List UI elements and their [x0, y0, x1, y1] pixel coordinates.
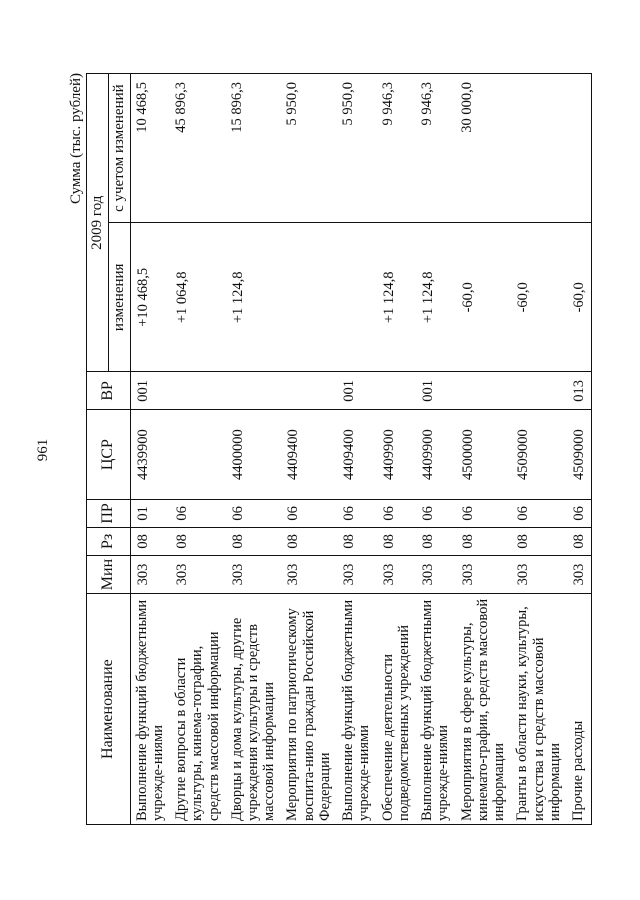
- header-rz: Рз: [87, 527, 131, 555]
- cell-csr: 4509000: [567, 410, 592, 500]
- cell-pr: 06: [170, 499, 226, 527]
- budget-table: [86, 73, 592, 825]
- cell-total: 30 000,0: [456, 74, 512, 223]
- cell-min: 303: [456, 555, 512, 593]
- cell-total: [567, 74, 592, 223]
- cell-name: Выполнение функций бюджетными учрежде-ниями: [337, 594, 376, 825]
- table-row: [456, 74, 512, 825]
- cell-vr: [170, 372, 226, 410]
- cell-name: Мероприятия по патриотическому воспита-нию граждан Российской Федерации: [281, 594, 337, 825]
- cell-changes: +1 124,8: [226, 223, 282, 372]
- cell-rz: 08: [130, 527, 170, 555]
- cell-total: [511, 74, 567, 223]
- header-min: Мин: [87, 555, 131, 593]
- header-name: Наименование: [87, 594, 131, 825]
- cell-changes: +1 124,8: [416, 223, 455, 372]
- cell-changes: [281, 223, 337, 372]
- cell-changes: -60,0: [456, 223, 512, 372]
- cell-csr: 4409400: [337, 410, 376, 500]
- cell-name: Прочие расходы: [567, 594, 592, 825]
- cell-min: 303: [567, 555, 592, 593]
- cell-total: 45 896,3: [170, 74, 226, 223]
- cell-csr: 4409900: [416, 410, 455, 500]
- cell-pr: 06: [567, 499, 592, 527]
- cell-changes: -60,0: [511, 223, 567, 372]
- cell-rz: 08: [456, 527, 512, 555]
- cell-rz: 08: [337, 527, 376, 555]
- cell-rz: 08: [416, 527, 455, 555]
- cell-vr: [511, 372, 567, 410]
- table-row: [416, 74, 455, 825]
- table-row: [337, 74, 376, 825]
- cell-total: 9 946,3: [416, 74, 455, 223]
- cell-name: Обеспечение деятельности подведомственных учреждений: [377, 594, 416, 825]
- cell-changes: +10 468,5: [130, 223, 170, 372]
- cell-changes: +1 064,8: [170, 223, 226, 372]
- cell-vr: [226, 372, 282, 410]
- cell-pr: 06: [226, 499, 282, 527]
- cell-name: Выполнение функций бюджетными учрежде-ниями: [130, 594, 170, 825]
- table-row: [170, 74, 226, 825]
- cell-vr: 001: [337, 372, 376, 410]
- cell-rz: 08: [281, 527, 337, 555]
- header-with-changes: с учетом изменений: [108, 74, 130, 223]
- cell-rz: 08: [377, 527, 416, 555]
- table-row: [567, 74, 592, 825]
- cell-pr: 06: [337, 499, 376, 527]
- cell-min: 303: [511, 555, 567, 593]
- cell-csr: 4439900: [130, 410, 170, 500]
- cell-pr: 06: [281, 499, 337, 527]
- cell-min: 303: [130, 555, 170, 593]
- cell-vr: [377, 372, 416, 410]
- cell-csr: 4509000: [511, 410, 567, 500]
- cell-pr: 06: [377, 499, 416, 527]
- cell-min: 303: [337, 555, 376, 593]
- cell-pr: 06: [456, 499, 512, 527]
- cell-vr: [281, 372, 337, 410]
- table-row: [130, 74, 170, 825]
- cell-pr: 06: [416, 499, 455, 527]
- cell-name: Дворцы и дома культуры, другие учреждения культуры и средств массовой информации: [226, 594, 282, 825]
- cell-total: 9 946,3: [377, 74, 416, 223]
- cell-min: 303: [416, 555, 455, 593]
- cell-min: 303: [226, 555, 282, 593]
- cell-changes: -60,0: [567, 223, 592, 372]
- header-csr: ЦСР: [87, 410, 131, 500]
- table-row: [226, 74, 282, 825]
- cell-pr: 06: [511, 499, 567, 527]
- cell-total: 10 468,5: [130, 74, 170, 223]
- cell-changes: +1 124,8: [377, 223, 416, 372]
- cell-min: 303: [377, 555, 416, 593]
- cell-pr: 01: [130, 499, 170, 527]
- header-changes: изменения: [108, 223, 130, 372]
- cell-name: Гранты в области науки, культуры, искусства и средств массовой информации: [511, 594, 567, 825]
- cell-name: Другие вопросы в области культуры, кинема-тографии, средств массовой информации: [170, 594, 226, 825]
- cell-vr: 013: [567, 372, 592, 410]
- table-row: [511, 74, 567, 825]
- cell-csr: [170, 410, 226, 500]
- cell-total: 5 950,0: [281, 74, 337, 223]
- cell-csr: 4409400: [281, 410, 337, 500]
- cell-name: Выполнение функций бюджетными учрежде-ниями: [416, 594, 455, 825]
- header-vr: ВР: [87, 372, 131, 410]
- cell-min: 303: [170, 555, 226, 593]
- cell-vr: 001: [416, 372, 455, 410]
- cell-rz: 08: [170, 527, 226, 555]
- cell-csr: 4409900: [377, 410, 416, 500]
- cell-total: 15 896,3: [226, 74, 282, 223]
- cell-vr: 001: [130, 372, 170, 410]
- header-pr: ПР: [87, 499, 131, 527]
- table-row: [281, 74, 337, 825]
- page-number: 961: [35, 438, 51, 462]
- cell-rz: 08: [511, 527, 567, 555]
- cell-name: Мероприятия в сфере культуры, кинемато-графии, средств массовой информации: [456, 594, 512, 825]
- cell-rz: 08: [226, 527, 282, 555]
- cell-vr: [456, 372, 512, 410]
- table-row: [377, 74, 416, 825]
- header-year: 2009 год: [87, 74, 109, 372]
- cell-csr: 4400000: [226, 410, 282, 500]
- cell-csr: 4500000: [456, 410, 512, 500]
- units-caption: Сумма (тыс. рублей): [68, 73, 84, 205]
- cell-changes: [337, 223, 376, 372]
- cell-total: 5 950,0: [337, 74, 376, 223]
- cell-min: 303: [281, 555, 337, 593]
- cell-rz: 08: [567, 527, 592, 555]
